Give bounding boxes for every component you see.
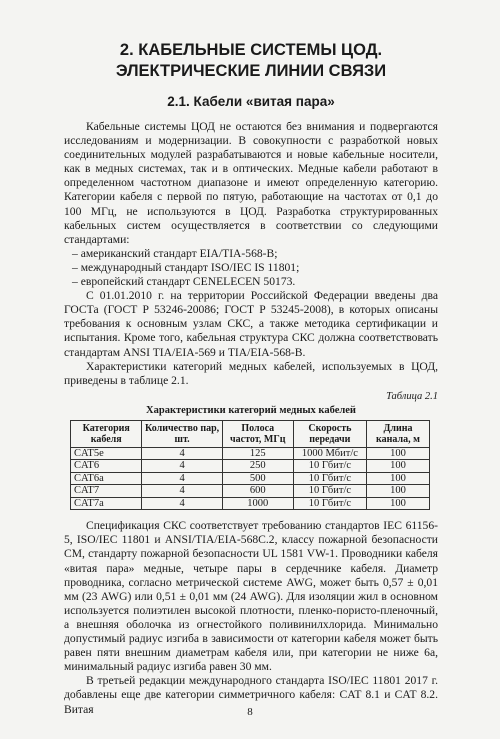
table-cell: 500: [222, 472, 293, 485]
table-cell: 10 Гбит/с: [293, 497, 366, 510]
table-cell: 1000 Мбит/с: [293, 447, 366, 460]
paragraph-iso-edition: В третьей редакции международного стандарта ISO/IEC 11801 2017 г. добавлены еще две категории симметричного кабеля: CAT 8.1 и CAT 8.2. Витая: [64, 674, 438, 716]
header-category: Категория кабеля: [71, 420, 142, 447]
table-cell: 100: [366, 447, 429, 460]
header-bandwidth: Полоса частот, МГц: [222, 420, 293, 447]
standard-item: – американский стандарт EIA/TIA-568-B;: [72, 246, 278, 260]
table-cell: 10 Гбит/с: [293, 460, 366, 473]
table-row: [71, 447, 430, 460]
chapter-heading-line1: 2. КАБЕЛЬНЫЕ СИСТЕМЫ ЦОД.: [119, 41, 383, 59]
table-cell: 10 Гбит/с: [293, 472, 366, 485]
header-speed: Скорость передачи: [293, 420, 366, 447]
table-cell: 4: [142, 460, 222, 473]
table-cell: 10 Гбит/с: [293, 485, 366, 498]
table-label: Таблица 2.1: [386, 390, 438, 402]
table-cell: 100: [366, 497, 429, 510]
standard-item: – европейский стандарт CENELECEN 50173.: [72, 275, 296, 289]
table-cell: CAT7: [71, 485, 142, 498]
table-cell: 100: [366, 460, 429, 473]
table-cell: 1000: [222, 497, 293, 510]
chapter-heading: [64, 40, 438, 82]
paragraph-gost: С 01.01.2010 г. на территории Российской Федерации введены два ГОСТа (ГОСТ Р 53246-20086; ГОСТ Р 53245-2008), в которых описаны требования к основным узлам СКС, а также методика сертификации и испытания. Кроме того, кабельная структура СКС должна соответствовать стандартам ANSI TIA/EIA-569 и TIA/EIA-568-B.: [64, 289, 438, 359]
table-cell: 600: [222, 485, 293, 498]
paragraph-specification: Спецификация СКС соответствует требованию стандартов IEC 61156-5, ISO/IEC 11801 и ANSI/TIA/EIA-568C.2, классу пожарной безопасности CM, стандарту пожарной безопасности UL 1581 VW-1. Проводники кабеля «витая пара» медные, четыре пары в сердечнике кабеля. Диаметр проводника, согласно метрической системе AWG, может быть 0,57 ± 0,01 мм (23 AWG) или 0,51 ± 0,01 мм (24 AWG). Для изоляции жил в основном используется полиэтилен высокой плотности, пленко-пористо-пленочный, а внешняя оболочка из огнестойкого поливинилхлорида. Минимально допустимый радиус изгиба в зависимости от категории кабеля может быть равен пяти внешним диаметрам кабеля или, при категории не ниже 6a, минимальный радиус изгиба равен 30 мм.: [64, 519, 438, 674]
chapter-heading-line2: ЭЛЕКТРИЧЕСКИЕ ЛИНИИ СВЯЗИ: [115, 62, 387, 80]
table-cell: CAT7a: [71, 497, 142, 510]
table-cell: 4: [142, 497, 222, 510]
table-row: [71, 497, 430, 510]
paragraph-table-ref: Характеристики категорий медных кабелей, используемых в ЦОД, приведены в таблице 2.1.: [64, 359, 438, 387]
table-header-row: [71, 420, 430, 447]
page-number: 8: [247, 706, 253, 718]
table-cell: CAT6a: [71, 472, 142, 485]
table-cell: CAT5e: [71, 447, 142, 460]
table-caption: Характеристики категорий медных кабелей: [146, 404, 356, 416]
table-cell: 125: [222, 447, 293, 460]
header-length: Длина канала, м: [366, 420, 429, 447]
table-cell: 100: [366, 472, 429, 485]
table-cell: CAT6: [71, 460, 142, 473]
table-row: [71, 485, 430, 498]
table-cell: 4: [142, 472, 222, 485]
standard-item: – международный стандарт ISO/IEC IS 11801;: [72, 260, 300, 274]
header-pairs: Количество пар, шт.: [142, 420, 222, 447]
table-cell: 4: [142, 447, 222, 460]
table-row: [71, 460, 430, 473]
section-heading: 2.1. Кабели «витая пара»: [167, 94, 335, 109]
table-cell: 100: [366, 485, 429, 498]
table-row: [71, 472, 430, 485]
paragraph-intro: Кабельные системы ЦОД не остаются без внимания и подвергаются исследованиям и модернизации. В совокупности с разработкой новых соединительных модулей разрабатываются и новые кабельные носители, как в медных системах, так и в оптических. Медные кабели работают в определенном частотном диапазоне и имеют определенную категорию. Категории кабеля с первой по пятую, работающие на частотах от 0,1 до 100 МГц, не используются в ЦОД. Разработка структурированных кабельных систем осуществляется в соответствии со следующими стандартами:: [64, 120, 438, 246]
table-cell: 250: [222, 460, 293, 473]
cable-categories-table: [70, 420, 430, 511]
table-cell: 4: [142, 485, 222, 498]
